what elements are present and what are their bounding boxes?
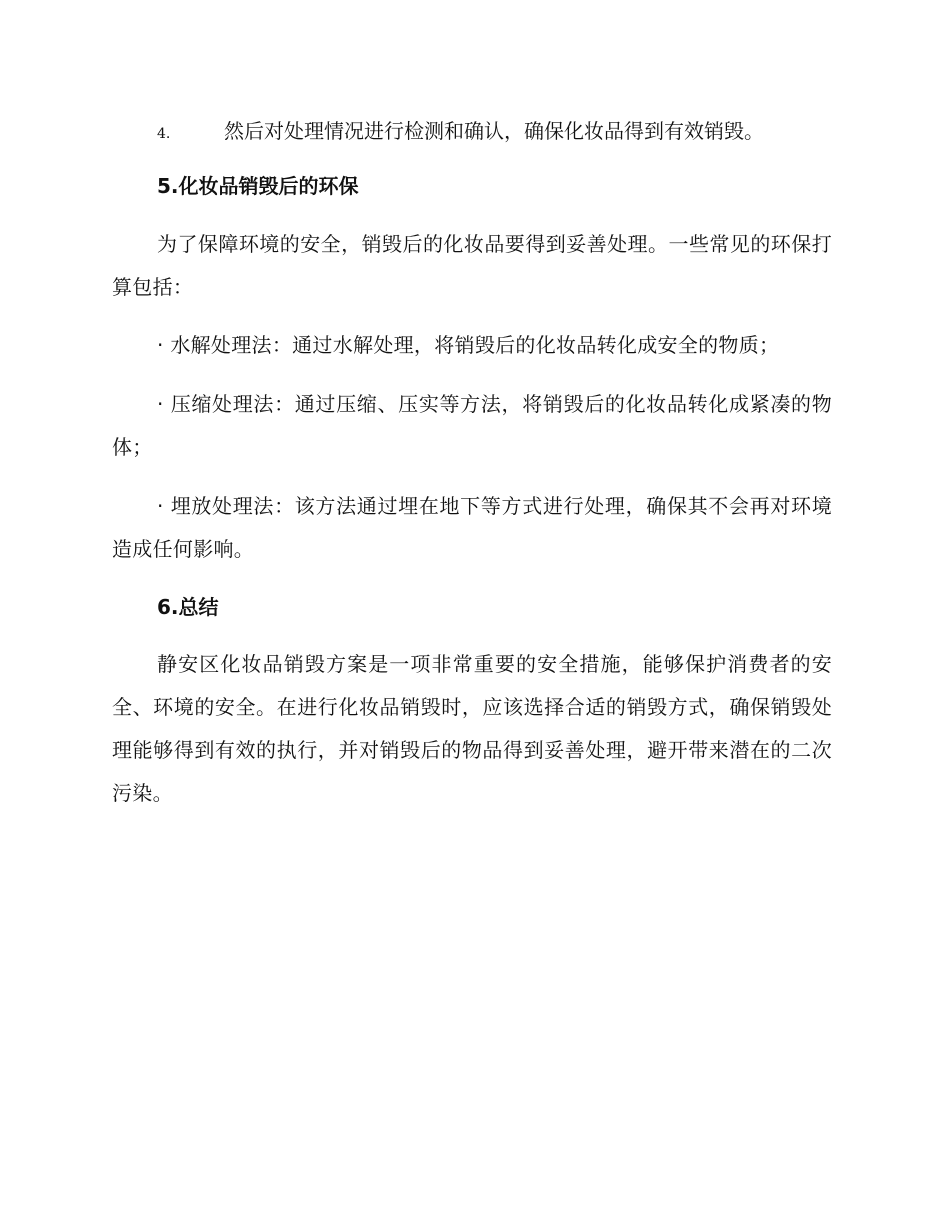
section-5-intro: 为了保障环境的安全，销毁后的化妆品要得到妥善处理。一些常见的环保打算包括： [112,232,832,299]
step-number: 4. [157,126,171,142]
section-6-heading: 6.总结 [157,595,219,619]
bullet-burial: · 埋放处理法：该方法通过埋在地下等方式进行处理，确保其不会再对环境造成任何影响。 [112,494,832,561]
bullet-compression: · 压缩处理法：通过压缩、压实等方法，将销毁后的化妆品转化成紧凑的物体； [112,392,832,459]
step-4-item [157,110,764,156]
step-text: 然后对处理情况进行检测和确认，确保化妆品得到有效销毁。 [224,119,764,143]
section-5-heading: 5.化妆品销毁后的环保 [157,174,359,198]
section-6-body: 静安区化妆品销毁方案是一项非常重要的安全措施，能够保护消费者的安全、环境的安全。在进行化妆品销毁时，应该选择合适的销毁方式，确保销毁处理能够得到有效的执行，并对销毁后的物品得到妥善处理，避开带来潜在的二次污染。 [112,652,832,805]
bullet-hydrolysis: · 水解处理法：通过水解处理，将销毁后的化妆品转化成安全的物质； [157,333,780,357]
